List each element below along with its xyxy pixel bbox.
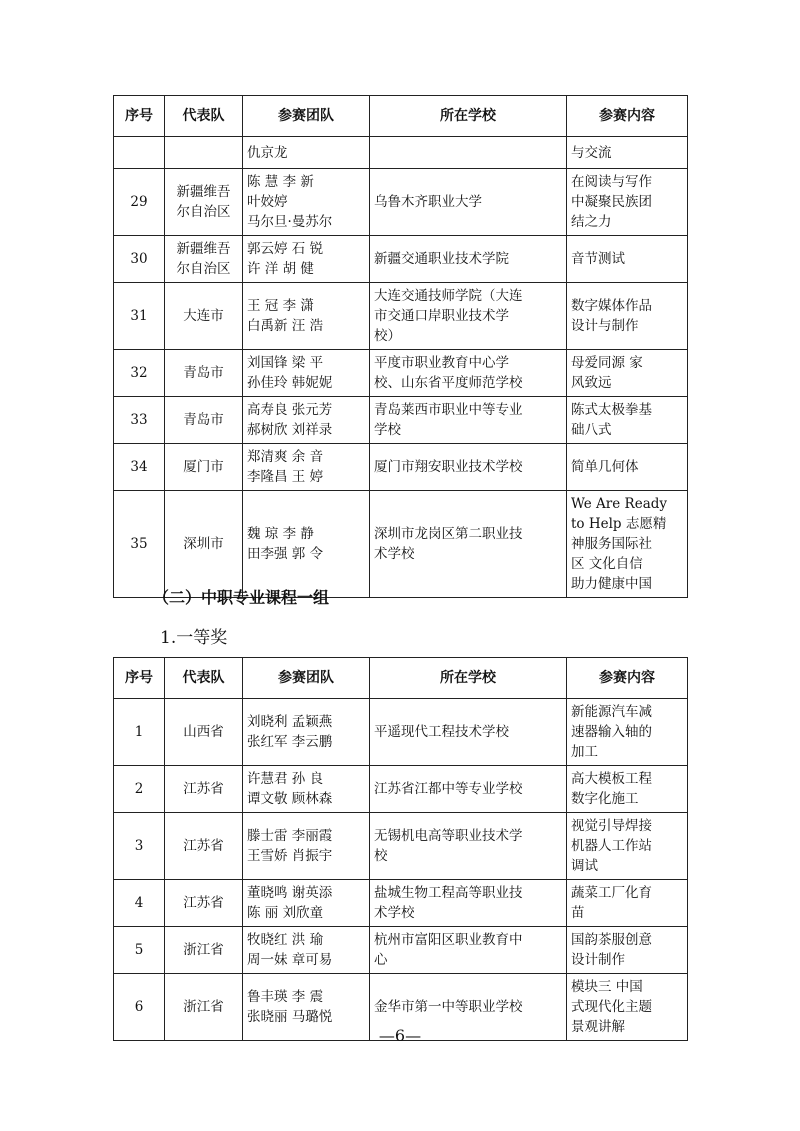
member-line: 许 洋 胡 健 [247, 261, 314, 277]
team-line: 浙江省 [183, 999, 224, 1015]
school-line: 术学校 [374, 905, 415, 921]
content-line: 母爱同源 家 [571, 355, 643, 371]
school-line: 校） [374, 328, 401, 344]
school-line: 青岛莱西市职业中等专业 [374, 402, 523, 418]
school-line: 乌鲁木齐职业大学 [374, 194, 482, 210]
cell-members [243, 350, 370, 397]
school-line: 无锡机电高等职业技术学 [374, 828, 523, 844]
team-line: 山西省 [183, 724, 224, 740]
member-line: 白禹新 汪 浩 [247, 318, 324, 334]
cell-team [165, 880, 243, 927]
cell-content [567, 491, 688, 598]
header-school: 所在学校 [370, 96, 567, 137]
table-row [114, 283, 688, 350]
cell-school [370, 927, 567, 974]
table-row [114, 699, 688, 766]
cell-no: 1 [114, 699, 165, 766]
cell-no: 34 [114, 444, 165, 491]
table-row [114, 880, 688, 927]
page-number: —6— [378, 1026, 422, 1045]
cell-content [567, 927, 688, 974]
awards-table-continued [113, 95, 688, 598]
school-line: 杭州市富阳区职业教育中 [374, 932, 523, 948]
member-line: 谭文敬 顾林森 [247, 791, 333, 807]
member-line: 王雪娇 肖振宇 [247, 848, 333, 864]
cell-members [243, 283, 370, 350]
school-line: 江苏省江都中等专业学校 [374, 781, 523, 797]
content-line: 速器输入轴的 [571, 724, 652, 740]
team-line: 江苏省 [183, 781, 224, 797]
cell-school [370, 699, 567, 766]
content-line: 高大模板工程 [571, 771, 652, 787]
content-line: 景观讲解 [571, 1019, 625, 1035]
team-line: 厦门市 [183, 459, 224, 475]
cell-team [165, 766, 243, 813]
content-line: 调试 [571, 858, 598, 874]
member-line: 叶姣婷 [247, 194, 288, 210]
cell-members [243, 927, 370, 974]
cell-no: 5 [114, 927, 165, 974]
member-line: 田李强 郭 令 [247, 546, 324, 562]
cell-members [243, 699, 370, 766]
cell-members [243, 880, 370, 927]
cell-no: 35 [114, 491, 165, 598]
team-line: 青岛市 [183, 365, 224, 381]
cell-no: 3 [114, 813, 165, 880]
cell-content [567, 137, 688, 169]
content-line: 加工 [571, 744, 598, 760]
cell-team [165, 444, 243, 491]
cell-members [243, 444, 370, 491]
content-line: 数字化施工 [571, 791, 639, 807]
school-line: 新疆交通职业技术学院 [374, 251, 509, 267]
team-line: 新疆维吾 [176, 184, 231, 200]
team-line: 江苏省 [183, 895, 224, 911]
table-row [114, 491, 688, 598]
awards-table-first-prize [113, 657, 688, 1041]
member-line: 魏 琼 李 静 [247, 526, 314, 542]
cell-school [370, 397, 567, 444]
cell-no: 4 [114, 880, 165, 927]
member-line: 马尔旦·曼苏尔 [247, 214, 333, 230]
cell-team [165, 397, 243, 444]
school-line: 市交通口岸职业技术学 [374, 308, 509, 324]
content-line: 国韵茶服创意 [571, 932, 652, 948]
table-row [114, 927, 688, 974]
content-line: 在阅读与写作 [571, 174, 652, 190]
content-line: 结之力 [571, 214, 612, 230]
section-heading: （二）中职专业课程一组 [153, 588, 330, 607]
cell-school [370, 813, 567, 880]
member-line: 刘晓利 孟颖燕 [247, 714, 333, 730]
cell-no: 2 [114, 766, 165, 813]
team-line: 尔自治区 [176, 261, 231, 277]
member-line: 孙佳玲 韩妮妮 [247, 375, 333, 391]
cell-team [165, 699, 243, 766]
content-line: 中凝聚民族团 [571, 194, 652, 210]
cell-team [165, 491, 243, 598]
member-line: 仇京龙 [247, 144, 288, 161]
cell-no [114, 137, 165, 169]
cell-content [567, 236, 688, 283]
content-line: 机器人工作站 [571, 838, 652, 854]
cell-no: 31 [114, 283, 165, 350]
cell-content [567, 766, 688, 813]
school-line: 心 [374, 952, 388, 968]
cell-school [370, 236, 567, 283]
team-line: 青岛市 [183, 412, 224, 428]
content-line: 与交流 [571, 144, 612, 161]
content-line: 新能源汽车减 [571, 704, 652, 720]
header-content: 参赛内容 [567, 96, 688, 137]
table-row [114, 444, 688, 491]
school-line: 深圳市龙岗区第二职业技 [374, 526, 523, 542]
header-school: 所在学校 [370, 658, 567, 699]
content-line: 苗 [571, 905, 585, 921]
member-line: 郭云婷 石 锐 [247, 241, 324, 257]
table-row [114, 813, 688, 880]
cell-members [243, 236, 370, 283]
table-header-row [114, 96, 688, 137]
cell-members [243, 491, 370, 598]
member-line: 郑清爽 余 音 [247, 449, 324, 465]
school-line: 盐城生物工程高等职业技 [374, 885, 523, 901]
school-line: 术学校 [374, 546, 415, 562]
table-row [114, 137, 688, 169]
header-team: 代表队 [165, 658, 243, 699]
cell-school [370, 444, 567, 491]
cell-content [567, 813, 688, 880]
school-line: 大连交通技师学院（大连 [374, 288, 523, 304]
cell-members [243, 813, 370, 880]
table-row [114, 397, 688, 444]
content-line: 蔬菜工厂化育 [571, 885, 652, 901]
member-line: 滕士雷 李丽霞 [247, 828, 333, 844]
member-line: 张晓丽 马璐悦 [247, 1009, 333, 1025]
cell-no: 30 [114, 236, 165, 283]
cell-team [165, 283, 243, 350]
team-line: 深圳市 [183, 536, 224, 552]
content-line: 式现代化主题 [571, 999, 652, 1015]
content-line: We Are Ready [571, 496, 668, 512]
header-no: 序号 [114, 658, 165, 699]
team-line: 浙江省 [183, 942, 224, 958]
content-line: 础八式 [571, 422, 612, 438]
content-line: 音节测试 [571, 251, 625, 267]
table-row [114, 236, 688, 283]
school-line: 学校 [374, 422, 401, 438]
cell-members [243, 397, 370, 444]
school-line: 厦门市翔安职业技术学校 [374, 459, 523, 475]
school-line: 平度市职业教育中心学 [374, 355, 509, 371]
cell-no: 33 [114, 397, 165, 444]
member-line: 刘国锋 梁 平 [247, 355, 324, 371]
member-line: 鲁丰瑛 李 震 [247, 989, 324, 1005]
table-header-row [114, 658, 688, 699]
content-line: 助力健康中国 [571, 576, 652, 592]
cell-no: 32 [114, 350, 165, 397]
member-line: 陈 慧 李 新 [247, 174, 314, 190]
cell-team [165, 927, 243, 974]
cell-content [567, 444, 688, 491]
content-line: to Help 志愿精 [571, 516, 667, 532]
header-no: 序号 [114, 96, 165, 137]
member-line: 牧晓红 洪 瑜 [247, 932, 324, 948]
cell-team [165, 350, 243, 397]
cell-school [370, 880, 567, 927]
content-line: 神服务国际社 [571, 536, 652, 552]
cell-school [370, 766, 567, 813]
content-line: 区 文化自信 [571, 556, 643, 572]
school-line: 金华市第一中等职业学校 [374, 999, 523, 1015]
table-row [114, 350, 688, 397]
team-line: 新疆维吾 [176, 241, 231, 257]
cell-content [567, 350, 688, 397]
content-line: 陈式太极拳基 [571, 402, 652, 418]
member-line: 郝树欣 刘祥录 [247, 422, 333, 438]
member-line: 许慧君 孙 良 [247, 771, 324, 787]
cell-content [567, 699, 688, 766]
member-line: 陈 丽 刘欣童 [247, 905, 324, 921]
cell-team [165, 169, 243, 236]
team-line: 江苏省 [183, 838, 224, 854]
cell-content [567, 283, 688, 350]
member-line: 李隆昌 王 婷 [247, 469, 324, 485]
cell-content [567, 397, 688, 444]
cell-content [567, 169, 688, 236]
content-line: 视觉引导焊接 [571, 818, 652, 834]
header-content: 参赛内容 [567, 658, 688, 699]
content-line: 数字媒体作品 [571, 298, 652, 314]
cell-team [165, 236, 243, 283]
cell-school [370, 169, 567, 236]
member-line: 周一妹 章可易 [247, 952, 333, 968]
cell-no: 6 [114, 974, 165, 1041]
cell-school [370, 137, 567, 169]
header-members: 参赛团队 [243, 658, 370, 699]
team-line: 大连市 [183, 308, 224, 324]
header-team: 代表队 [165, 96, 243, 137]
cell-members [243, 169, 370, 236]
cell-members [243, 766, 370, 813]
school-line: 校、山东省平度师范学校 [374, 375, 523, 391]
cell-team [165, 813, 243, 880]
cell-members [243, 137, 370, 169]
member-line: 董晓鸣 谢英添 [247, 885, 333, 901]
school-line: 校 [374, 848, 388, 864]
member-line: 高寿良 张元芳 [247, 402, 333, 418]
member-line: 王 冠 李 潇 [247, 298, 314, 314]
school-line: 平遥现代工程技术学校 [374, 724, 509, 740]
cell-school [370, 283, 567, 350]
table-row [114, 766, 688, 813]
cell-school [370, 350, 567, 397]
cell-school [370, 491, 567, 598]
content-line: 设计与制作 [571, 318, 639, 334]
table-row [114, 169, 688, 236]
team-line: 尔自治区 [176, 204, 231, 220]
cell-team [165, 137, 243, 169]
content-line: 简单几何体 [571, 459, 639, 475]
header-members: 参赛团队 [243, 96, 370, 137]
member-line: 张红军 李云鹏 [247, 734, 333, 750]
content-line: 风致远 [571, 375, 612, 391]
cell-content [567, 880, 688, 927]
award-level-heading: 1.一等奖 [160, 628, 228, 648]
content-line: 设计制作 [571, 952, 625, 968]
cell-no: 29 [114, 169, 165, 236]
content-line: 模块三 中国 [571, 979, 643, 995]
